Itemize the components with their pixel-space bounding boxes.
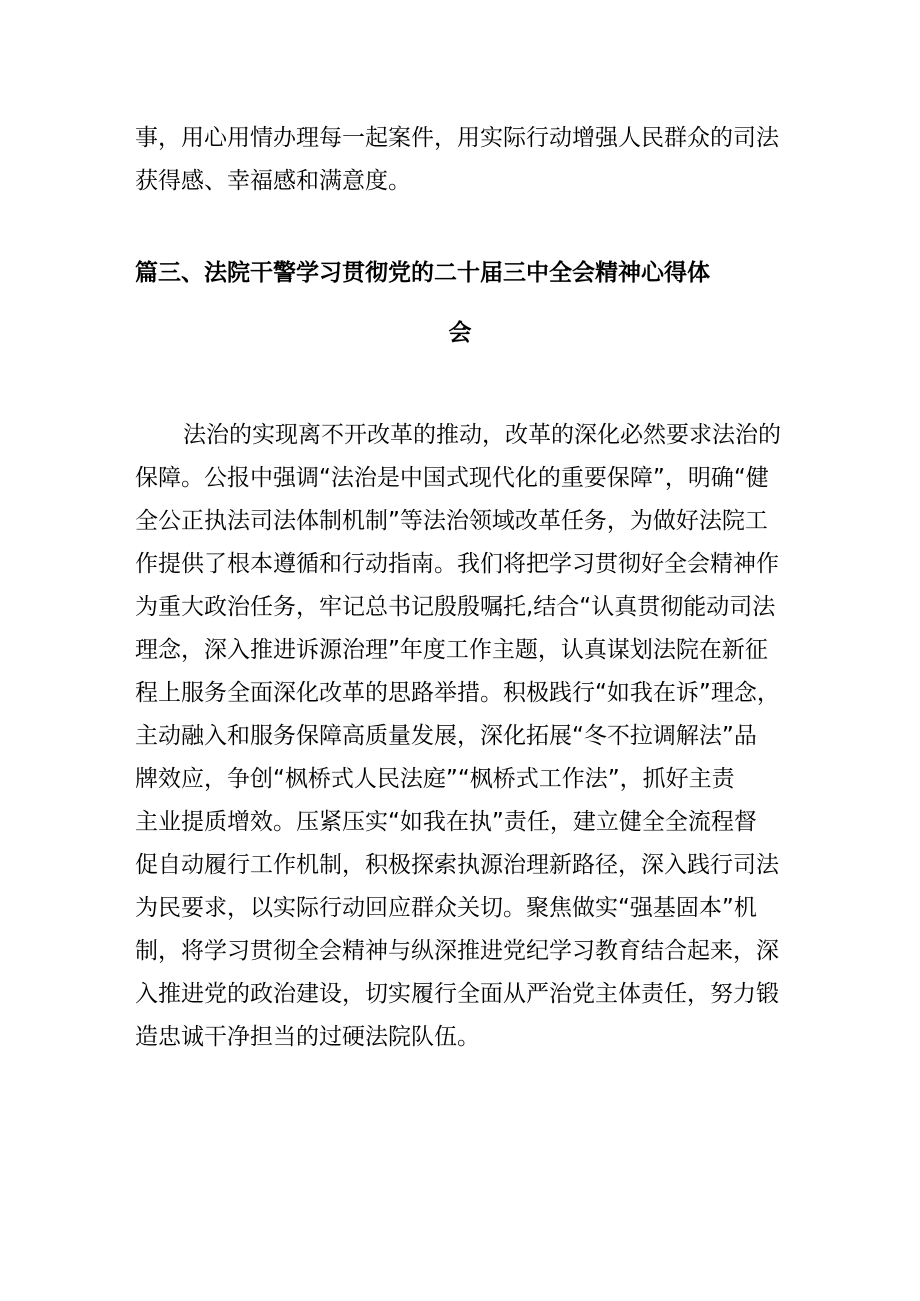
section-heading-continuation: 会 — [448, 320, 472, 346]
paragraph-line: 为重大政治任务，牢记总书记殷殷嘱托,结合“认真贯彻能动司法 — [135, 594, 776, 620]
paragraph-line: 全公正执法司法体制机制”等法治领域改革任务，为做好法院工 — [135, 508, 768, 534]
paragraph-line: 获得感、幸福感和满意度。 — [135, 168, 411, 194]
paragraph-line: 理念，深入推进诉源治理”年度工作主题，认真谋划法院在新征 — [135, 637, 768, 663]
paragraph-line: 作提供了根本遵循和行动指南。我们将把学习贯彻好全会精神作 — [135, 551, 779, 577]
paragraph-line: 为民要求，以实际行动回应群众关切。聚焦做实“强基固本”机 — [135, 895, 757, 921]
paragraph-line: 入推进党的政治建设，切实履行全面从严治党主体责任，努力锻 — [135, 981, 779, 1007]
paragraph-line: 制，将学习贯彻全会精神与纵深推进党纪学习教育结合起来，深 — [135, 938, 779, 964]
paragraph-line: 牌效应，争创“枫桥式人民法庭”“枫桥式工作法”，抓好主责 — [135, 766, 735, 792]
paragraph-line: 法治的实现离不开改革的推动，改革的深化必然要求法治的 — [183, 422, 781, 448]
paragraph-line: 主动融入和服务保障高质量发展，深化拓展“冬不拉调解法”品 — [135, 723, 757, 749]
paragraph-line: 促自动履行工作机制，积极探索执源治理新路径，深入践行司法 — [135, 852, 779, 878]
paragraph-line: 造忠诚干净担当的过硬法院队伍。 — [135, 1024, 480, 1050]
paragraph-line: 事，用心用情办理每一起案件，用实际行动增强人民群众的司法 — [135, 125, 779, 151]
paragraph-line: 保障。公报中强调“法治是中国式现代化的重要保障”，明确“健 — [135, 465, 769, 491]
section-heading: 篇三、法院干警学习贯彻党的二十届三中全会精神心得体 — [135, 260, 710, 286]
paragraph-line: 程上服务全面深化改革的思路举措。积极践行“如我在诉”理念， — [135, 680, 780, 706]
paragraph-line: 主业提质增效。压紧压实“如我在执”责任，建立健全全流程督 — [135, 809, 757, 835]
